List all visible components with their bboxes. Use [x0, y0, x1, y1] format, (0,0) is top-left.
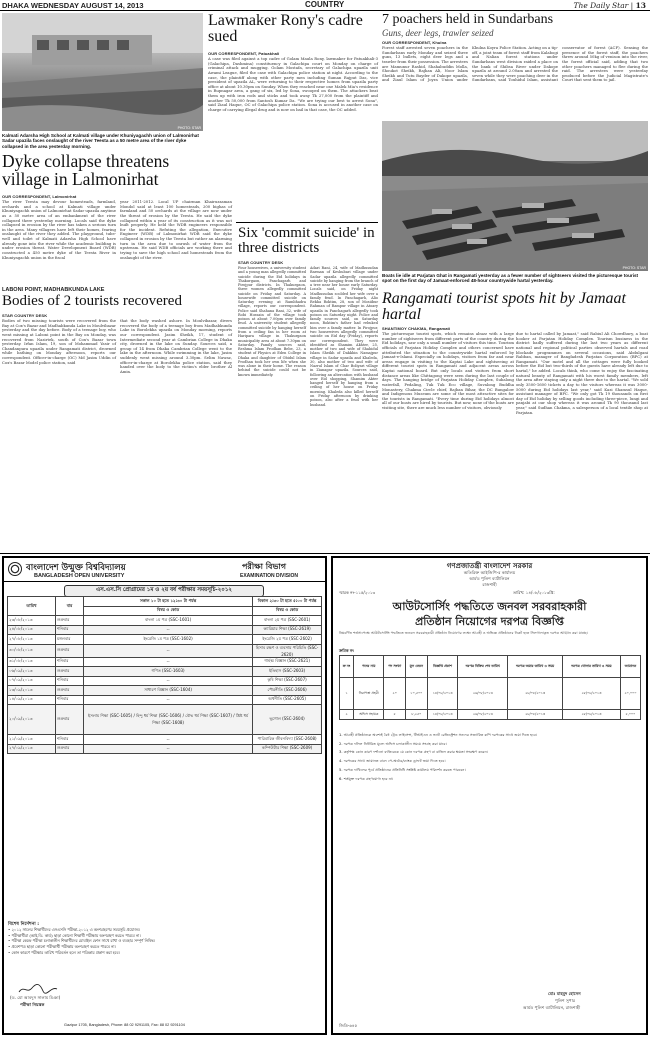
table-cell: ১ [340, 678, 354, 710]
govt-intro: নিম্নবর্ণিত শর্তসাপেক্ষে আউটসোর্সিং পদ্ধতিতে জনবল সরবরাহকারী প্রতিষ্ঠান নিয়োগের লক্ষ্যে আগ্রহী ও অভিজ্ঞ প্রতিষ্ঠানের নিকট হতে সিলগালাকৃত দরপত্র আহ্বান করা যাচ্ছে। [339, 631, 588, 635]
table-cell: ইতিহাস (SSC-2603) [253, 667, 322, 677]
bou-ad [2, 556, 327, 1035]
table-cell: ২০ [384, 678, 406, 710]
table-row [8, 625, 322, 635]
table-cell: শনিবার [56, 735, 84, 745]
govt-sign-office: আর্মড পুলিশ ব্যাটালিয়ন, রাজশাহী [523, 1005, 581, 1010]
table-cell: ২৩/০৮/২০১৩ [8, 616, 56, 626]
table-row [8, 667, 322, 677]
table-cell: ইংরেজি ২য় পত্র (SSC-2602) [253, 635, 322, 645]
table-cell: বাংলা ২য় পত্র (SSC-2601) [253, 616, 322, 626]
govt-table-wrap [339, 655, 641, 720]
rangamati-headline: Rangamati tourist spots hit by Jamaat hartal [382, 290, 626, 324]
lawmaker-divider [236, 222, 378, 223]
table-cell: শুক্রবার [56, 644, 84, 657]
table-row [340, 678, 641, 710]
list-item: • কোন কারণে পরীক্ষার তারিখ পরিবর্তন হলে তা পত্রিকায় প্রকাশ করা হবে। [8, 949, 120, 955]
table-cell: মঙ্গলবার [56, 635, 84, 645]
table-header-cell: বিজ্ঞপ্তি প্রকাশ [427, 656, 458, 678]
table-cell: ৮,২৫০ [405, 710, 427, 720]
table-cell: শুক্রবার [56, 667, 84, 677]
govt-ad [331, 556, 648, 1035]
table-cell: ২ [340, 710, 354, 720]
govt-headline-1: আউটসোর্সিং পদ্ধতিতে জনবল সরবরাহকারী [392, 600, 587, 613]
lawmaker-headline: Lawmaker Rony's cadre sued [208, 12, 363, 46]
table-cell: -- [84, 644, 253, 657]
rangamati-body-right: due to hartal called by Jamaat," said Rabiul Ali Chowdhury, a boat hooker at Parjatan Holiday Complex. Tourism business in the district badly suffered during the last two years as different national and regional political parties observed hartals and road blockade programmes on several occasions, said Abdulgani Rabban, manager of Bangladesh Parjatan Corporation (BPC) at Rangamati. "Our motel and all the cottages were fully booked before the Eid but two-thirds of the guests have already left due to hartal," he added. Locals think, who come to enjoy the fascinating natural beauty of Rangamati with his worst family members, left the area after staying only a night there due to the hartal. "We sold only 3500-1600 tickets a day to the visitors whereas it was 3000-5000 during Eid holidays last year," said Kazi Shamsul Haque, assistant manager of BPC. "We only got Tk 19 thousands on first day of Eid holiday by selling goods including three-piece, lungi and panjabi at our shop whereas it was around Tk 90 thousand last year," said Sudhan Chakma, a salesperson of a local textile shop at Parjatan. [516, 331, 648, 415]
bou-footer: Gazipur 1705, Bangladesh, Phone: 88 02 9291105, Fax: 88 02 9291104 [64, 1023, 185, 1027]
bou-signature-name: (ড. মো আবদুস সালাম মিঞা) [10, 995, 61, 1000]
govt-date: তারিখ: ১৪/০৮/২০১৩খ্রি: [513, 590, 555, 595]
table-cell: শুক্রবার [56, 705, 84, 735]
dyke-byline: OUR CORRESPONDENT, Lalmonirhat [2, 194, 77, 199]
table-cell: -- [84, 735, 253, 745]
bodies-headline: Bodies of 2 tourists recovered [2, 293, 182, 309]
table-cell: শুক্রবার [56, 744, 84, 754]
govt-table [339, 655, 641, 720]
govt-table-title: ক্রমিক নং [339, 648, 355, 653]
bodies-body-right: that the body washed ashore. In Moulvibazar, divers recovered the body of a teenage boy from Madhabkunda Lake in Borolekha upazila on Monday morning, reports our correspondent. Jasim Sheikh, 17, student of Intermediate second year at Cambrian College in Dhaka city, drowned in the lake on Sunday. Sources said, a group of 14 from Dhaka Cambrian College went to the lake in the afternoon. While swimming in the lake, Jasim suddenly went missing around 3.30pm. Selim Nawaz, officer-in-charge at Borolekha police station, said they handed over the body to the victim's elder brother Al Amin. [120, 318, 232, 374]
table-cell: ২৮/০৮/২০১৩ [563, 710, 621, 720]
table-header-cell: পদ সংখ্যা [384, 656, 406, 678]
table-cell: নিরাপত্তা প্রহরী [354, 678, 384, 710]
table-cell: শনিবার [56, 625, 84, 635]
govt-title: গণপ্রজাতন্ত্রী বাংলাদেশ সরকার [446, 562, 533, 570]
table-cell: হিসাব রক্ষণ ও ব্যবসায় পরিচিতি (SSC-2620) [253, 644, 322, 657]
table-row [8, 686, 322, 696]
table-row [8, 705, 322, 735]
table-cell: ২৮/০৮/২০১৩ [563, 678, 621, 710]
list-item: 2. দরপত্র দলিল নির্ধারিত মূল্যে অফিস চলাকালীন সময়ে সংগ্রহ করা যাবে। [339, 741, 447, 746]
suicide-byline: STAR COUNTRY DESK [238, 260, 284, 265]
govt-conditions [339, 733, 641, 785]
govt-table-body [340, 678, 641, 720]
table-cell: -- [84, 695, 253, 705]
header-dateline: DHAKA WEDNESDAY AUGUST 14, 2013 [2, 1, 144, 10]
govt-sign-name: মোঃ মাহমুদ হোসেন [548, 991, 581, 996]
bou-col-afternoon: বিকাল ২:৩০ টা হতে ৫:০০ টা পর্যন্ত [253, 597, 322, 607]
table-cell: ১০,৫০০ [405, 678, 427, 710]
table-cell: -- [84, 676, 253, 686]
dyke-photo-credit: PHOTO: STAR [177, 126, 201, 130]
bou-col-morning: সকাল ১০ টা হতে ১২:৩০ টা পর্যন্ত [84, 597, 253, 607]
table-row [8, 644, 322, 657]
bodies-body-left: Bodies of two missing tourists were recovered from the Bay at Cox's Bazar and Madhabkunda Lake in Moulvibazar yesterday and the day before. Body of a teenage boy, who went missing at Laboni point in the Bay on Monday, was recovered from Nazirtek, south of Cox's Bazar town yesterday. Irfan Islam, 19, son of Mohammad Yasir of Chandanpura upazila under Rangamati district, drowned while bathing on Monday afternoon, reports our correspondent. Officer-in-charge (OC) Md Jasim Uddin of Cox's Bazar Model police station, said [2, 318, 116, 365]
table-cell: ১৪/০৯/২০১৩ [8, 695, 56, 705]
table-cell: ৩০/০৮/২০১৩ [8, 644, 56, 657]
suicide-headline: Six 'commit suicide' in three districts [238, 225, 375, 257]
table-header-cell: দরপত্র খোলার তারিখ ও সময় [563, 656, 621, 678]
page-header [0, 0, 650, 11]
table-cell: শনিবার [56, 657, 84, 667]
table-cell: অর্থনীতি (SSC-2605) [253, 695, 322, 705]
govt-office1: অতিরিক্ত আইজিপি-র কার্যালয় [463, 570, 516, 575]
table-row [340, 710, 641, 720]
table-cell: গার্হস্থ্য বিজ্ঞান (SSC-2621) [253, 657, 322, 667]
table-cell: সাধারণ বিজ্ঞান (SSC-1604) [84, 686, 253, 696]
rangamati-body-left: The picturesque tourist spots, which remains abuzz with a large number of sightseers from different parts of the country during the Eid holidays, saw only a small number of visitors this time. Tourism officials of Parjatan Holiday Complex and others concerned have attributed the situation to the countrywide hartal enforced by Jamaat-e-Islami. Especially on holidays, visitors from far and near areas engage in visiting to the Kaptai Lake and sightseeing at different tourist spots in Rangamati and adjacent areas across Kaptai national board. But only locals and visitors from short distance areas like Chittagong were seen during the last couple of days. The hanging bridge of Parjatan Holiday Complex, Subalong waterfall, Pedaling, Tuk Tuk Eco village, Suvalong Buddha Monastery, Chakma Circle chief, Rajban Bihar, the DC Bungalow and Indigenous Museum are some of the most attractive sites for the tourists in Rangamati. "Every time during Eid holidays almost all of our boats are hired by tourists. But now, none of the boats are visiting site, there are much less number of visitors, obviously [382, 331, 514, 410]
table-row [8, 657, 322, 667]
table-cell: ২৭/০৯/২০১৩ [8, 744, 56, 754]
table-header-cell: দরপত্র বিক্রির শেষ তারিখ [458, 656, 508, 678]
table-cell: কৃষি শিক্ষা (SSC-2607) [253, 676, 322, 686]
poachers-body: Forest staff arrested seven poachers in the Sundarbans early Monday and seized three guns, 13 bullets, eight deer legs and a trawler from their possession. The arrestees are Mamunur Rashid, Shahabuddin Molla, Shoukot Sheikh, Rajhan Ali, Noor Islam Sheikh and Tutu Bayder of Dakope upazila, and Ziaul Islam of Joyra Union under Khulna Koyra Police Station. Acting on a tip-off, a joint team of forest staff from Kalabogi and Nalian forest stations under Sundarbans west division raided a place on the bank of Shibsa River under Dakope upazila at around 2.00am and arrested the seven while they were poaching deer in the Sundarbans, said Touhidul Islam, assistant conservator of forest (ACF). Sensing the presence of the forest staff, the poachers threw around 50kg of venison into the river, the forest official said, adding that two other poachers managed to flee during the raid. The arrestees were yesterday produced before the Judicial Magistrate's Court that sent them to jail. [382, 45, 648, 83]
list-item: • পরীক্ষার্থীরা (আই.ডি. কার্ড) ছাড়া কোনো শিক্ষার্থী পরীক্ষায় অংশগ্রহণ করতে পারবে না। [8, 932, 141, 938]
table-cell: পৌরনীতি (SSC-2606) [253, 686, 322, 696]
bou-division-en: EXAMINATION DIVISION [240, 573, 298, 579]
table-cell: ৩১/০৮/২০১৩ [8, 657, 56, 667]
table-cell: শনিবার [56, 695, 84, 705]
table-header-cell: মূল বেতন [405, 656, 427, 678]
table-header-cell: জামানত [620, 656, 640, 678]
list-item: 3. কর্তৃপক্ষ কোন কারণ দর্শানো ব্যতিরেকে যে কোন দরপত্র গ্রহণ বা বাতিল করার ক্ষমতা সংরক্ষণ করেন। [339, 750, 488, 755]
table-cell: -- [84, 657, 253, 667]
table-cell: ২৭/০৮/২০১৩ [8, 635, 56, 645]
bou-schedule-table [7, 596, 322, 754]
poachers-subhead: Guns, deer legs, trawler seized [382, 28, 494, 38]
dyke-photo [2, 13, 203, 131]
govt-ref: জিডি-৬৪৫ [339, 1023, 358, 1028]
table-cell: ০৬/০৯/২০১৩ [8, 667, 56, 677]
table-cell: ২৬/০৮/২০১৩ [458, 678, 508, 710]
table-cell: -- [84, 625, 253, 635]
bou-title: এস.এস.সি প্রোগ্রামের ১ম ও ২য় বর্ষ পরীক্ষার সময়সূচি-২০১২ [64, 585, 264, 597]
table-cell: ইসলাম শিক্ষা (SSC-1605) / হিন্দু ধর্ম শিক্ষা (SSC-1606) / বৌদ্ধ ধর্ম শিক্ষা (SSC-1607) / খ্রিষ্ট ধর্ম শিক্ষা (SSC-1608) [84, 705, 253, 735]
bou-table-body [8, 616, 322, 754]
govt-memo: স্মারক নং-১১৫/২০১৩ [339, 590, 376, 595]
table-row [8, 616, 322, 626]
table-cell: শুক্রবার [56, 686, 84, 696]
list-item: 6. শর্তযুক্ত দরপত্র গ্রহণযোগ্য হবে না। [339, 776, 394, 781]
signature-scribble [18, 983, 58, 995]
bou-notes [8, 927, 322, 955]
table-row [8, 744, 322, 754]
table-cell: শনিবার [56, 676, 84, 686]
table-cell: ১৪/০৮/২০১৩ [427, 678, 458, 710]
bou-name-bn: বাংলাদেশ উন্মুক্ত বিশ্ববিদ্যালয় [26, 563, 126, 573]
dyke-body-left: The river Teesta may devour homesteads, farmland, orchards and a school at Kalmati village under Khuniyagachh union of Lalmonirhat Sadar upazila anytime as a 50 metre area of an embankment of the river collapsed there yesterday morning. Locals said the dyke collapsed in erosion by the river has taken a serious turn in the area. Many villagers have left their homes, fearing onslaught of the river they added. The playground, tube-well and toilet of Kalmati Adarsha High School have already gone into the river while the academic building is under erosion threat. Water Development Board (WDB) constructed a 450 metre dyke of the Teesta River in Khuniyagachh union in the fiscal [2, 199, 116, 260]
list-item: 4. দরপত্রের সাথে জামানত বাবদ পে-অর্ডার/ব্যাংক ড্রাফট জমা দিতে হবে। [339, 759, 446, 764]
brand-name: The Daily Star [573, 1, 629, 10]
table-cell: ১৩/০৯/২০১৩ [8, 686, 56, 696]
table-cell: ৫,০০০ [620, 710, 640, 720]
table-cell: ইংরেজি ১ম পত্র (SSC-1602) [84, 635, 253, 645]
suicide-body-right: Adari Rani, 24, wife of Madhusudan Barman of Keshubari village under Sadar upazila allegedly committed suicide by hanging from the branch of a tree near her house early Saturday. Locals said, on Friday night Madhusudan scolded her wife over a family feud. In Panchagarh, Alio Rekha Roktim, 28, son of Mosiibur Rahman of Rampur village in Atoary upazila in Panchagarh allegedly took poison on Saturday night. Police and family sources said, on Saturday noon, Roktim's father had rebuked him over a family matter. In Pirojpur, two housewives allegedly committed suicide on Eid day (Friday), reports our correspondent. They were identified as Shamim Akhter, 25, mother of two and wife of Shahidul Islam Sheikh of Dakkhin Namajpur village in Sadar upazila and Khaleda, 30, also mother of two and wife of Nazrul Islam of Char Boliyari village in Zianagar upazila. Sources said, following an altercation with husband over Eid shopping, Shamim Akter hanged herself by hanging from a ceiling of her house on Friday morning. Khaleda also killed herself on Friday afternoon by drinking poison, also after a feud with her husband. [310, 266, 378, 407]
table-row [8, 676, 322, 686]
table-row [8, 735, 322, 745]
header-brand-page: The Daily Star | 13 [573, 1, 646, 10]
table-header-cell: ক্র নং [340, 656, 354, 678]
page-number: 13 [635, 1, 646, 10]
table-cell: ২৪/০৮/২০১৩ [8, 625, 56, 635]
table-cell: -- [84, 744, 253, 754]
bou-division-bn: পরীক্ষা বিভাগ [242, 562, 286, 571]
bou-sub-afternoon: বিষয় ও কোড [253, 606, 322, 616]
section-title: COUNTRY [305, 0, 345, 9]
table-cell: কম্পিউটার শিক্ষা (SSC-2609) [253, 744, 322, 754]
rangamati-caption: Boats lie idle at Parjatan Ghat in Rangamati yesterday as a fewer number of sightseers visited the picturesque tourist spot on the first day of Jamaat-enforced 48-hour countrywide hartal yesterday. [382, 273, 639, 284]
rangamati-photo-credit: PHOTO: STAR [622, 266, 646, 270]
suicide-body-left: Four housewives, a university student and a young man allegedly committed suicide during the Eid holidays in Thakurgaon, Panchagarh and Pirojpur districts. In Thakurgaon, three women allegedly committed suicide on Friday and Saturday. A housewife committed suicide on Saturday evening at Rambhadra village, reports our correspondent. Police said Shahana Rani, 32, wife of Robi Hossain of the village took poison at about 7.00pm over family feud. A university student allegedly committed suicide by hanging herself from a ceiling fan in her room at Haripara village in Thakurgaon municipality area at about 7.30pm on Saturday. Family sources said, Reshma Islam Prodhan Bebe, 23, a student of Physics at Eden College in Dhaka and daughter of Obidul Islam Prodhan took her own life when she was alone in their home. The reason behind the suicide could not be known immediately. [238, 266, 306, 377]
table-cell: অফিস সহায়ক [354, 710, 384, 720]
dyke-photo-illustration [2, 13, 203, 131]
bou-table [7, 596, 322, 754]
table-cell: ভূগোল (SSC-2604) [253, 705, 322, 735]
bodies-kicker: LABONI POINT, MADHABKUNDA LAKE [2, 287, 105, 293]
bou-col-date: তারিখ [8, 597, 56, 616]
table-header-cell: পদের নাম [354, 656, 384, 678]
govt-office3: রাজশাহী [482, 582, 497, 587]
table-cell: ক্যারিয়ার শিক্ষা (SSC-2619) [253, 625, 322, 635]
bou-signature-title: পরীক্ষা নিয়ন্ত্রক [20, 1002, 45, 1007]
bou-sub-morning: বিষয় ও কোড [84, 606, 253, 616]
govt-sign-title: পুলিশ সুপার [555, 998, 576, 1003]
rangamati-byline: SHANTIMOY CHAKMA, Rangamati [382, 326, 451, 331]
table-cell: ২৬/০৮/২০১৩ [458, 710, 508, 720]
table-cell: ১৪/০৮/২০১৩ [427, 710, 458, 720]
bou-col-day: বার [56, 597, 84, 616]
bodies-byline: STAR COUNTRY DESK [2, 313, 48, 318]
table-row [8, 635, 322, 645]
bou-name-en: BANGLADESH OPEN UNIVERSITY [34, 573, 125, 579]
bou-notes-title: বিশেষ নির্দেশনা : [8, 922, 40, 927]
table-cell: পারিবারিক জীবনবিদ্যা (SSC-2608) [253, 735, 322, 745]
poachers-headline: 7 poachers held in Sundarbans [382, 12, 554, 27]
govt-office2: আর্মড পুলিশ ব্যাটালিয়ন [469, 576, 510, 581]
list-item: 1. আগ্রহী প্রতিষ্ঠানকে অবশ্যই বৈধ ট্রেড লাইসেন্স, টিআইএন ও ভ্যাট রেজিস্ট্রেশন সনদের সত্যায়িত কপি দরপত্রের সাথে জমা দিতে হবে। [339, 733, 538, 737]
bou-header-rule [4, 581, 325, 582]
table-cell: ২০/০৯/২০১৩ [8, 705, 56, 735]
bou-logo [8, 562, 22, 576]
table-cell: শুক্রবার [56, 616, 84, 626]
table-cell: ২০,০০০ [620, 678, 640, 710]
table-cell: ২৮/০৮/২০১৩ [508, 678, 563, 710]
rangamati-photo [382, 121, 648, 271]
table-header-cell: দরপত্র জমার তারিখ ও সময় [508, 656, 563, 678]
list-item: 5. দরপত্র দাখিলের পূর্বে প্রতিষ্ঠানের প্রতিনিধি সংশ্লিষ্ট কার্যালয় পরিদর্শন করতে পারবেন। [339, 767, 466, 772]
dyke-headline: Dyke collapse threatens village in Lalmonirhat [2, 151, 170, 189]
ads-separator [0, 553, 650, 554]
list-item: • পরীক্ষা কেন্দ্রে পরীক্ষা চলাকালীন শিক্ষার্থীদের মোবাইল ফোন সাথে রাখা ও ব্যবহার সম্পূর্ণ নিষিদ্ধ। [8, 938, 156, 944]
dyke-caption: Kalmati Adarsha High School at Kalmati village under Khuniyagachh union of Lalmonirhat Sadar upazila faces onslaught of the river Teesta as a 50 metre area of the river dyke collapsed in the area yesterday morning. [2, 133, 199, 149]
govt-table-head [340, 656, 641, 678]
table-cell: গণিত (SSC-1603) [84, 667, 253, 677]
rangamati-photo-illustration [382, 121, 648, 271]
table-cell: বাংলা ১ম পত্র (SSC-1601) [84, 616, 253, 626]
lawmaker-byline: OUR CORRESPONDENT, Patuakhali [208, 51, 280, 56]
table-cell: ৫ [384, 710, 406, 720]
list-item: • ২০১২ সালের শিক্ষার্থীদের এসএসসি পরীক্ষা-২০১২ এ অংশগ্রহণের সময়সূচি প্রযোজ্য। [8, 927, 141, 932]
table-cell: ২১/০৯/২০১৩ [8, 735, 56, 745]
table-row [8, 695, 322, 705]
bou-signature-mark [18, 980, 58, 992]
poachers-byline: OUR CORRESPONDENT, Khulna [382, 40, 447, 45]
dyke-body-right: year 2011-2012. Local UP chairman Khairuzzaman Mondol said at least 100 homesteads, 200 bighas of farmland and 50 orchards at the village are now under the threat of erosion by the Teesta. He said the dyke collapsed within a year of its construction as it was not built properly. He held the WDB engineers responsible for the incident. Refuting the allegation, Executive Engineer (WDB) of Lalmonirhat WDB said the dyke collapsed in erosion by the Teesta but rather an alarming turn in the area due to onrush of water from the upstream. He said WDB officials are working there and trying to save the high school and homesteads from the onslaught of the river. [120, 199, 232, 260]
table-cell: ০৭/০৯/২০১৩ [8, 676, 56, 686]
list-item: • প্রবেশপত্র ছাড়া কোনো পরীক্ষার্থী পরীক্ষায় অংশগ্রহণ করতে পারবে না। [8, 944, 116, 950]
table-cell: ২৮/০৮/২০১৩ [508, 710, 563, 720]
govt-headline-2: প্রতিষ্ঠান নিয়োগের দরপত্র বিজ্ঞপ্তি [415, 615, 564, 628]
lawmaker-body: A case was filed against a top cadre of Golam Maula Rony, lawmaker for Patuakhali-3 (Galachipa, Dashmina) constituency in Galachipa court on Monday on charge of criminal attack and mugging. Golam Mostafa, secretary of Galachipa upazila unit Awami League, filed the case with Galachipa police station at night. According to the case, the plaintiff along with other party men including Suman Rajput Das, vice president of upazila AL, were returning to their respective homes from upazila party office at about 10.30pm on Sunday. When they reached near one Malek Mia's residence in Rupnagar area, a gang of six, led by Sona, swooped on them. The attackers beat them up with iron rods and sticks and took away Tk 27,000 from the plaintiff and another Tk 50,000 from Santosh Kumar Da. "We are trying our best to arrest Sona", said Ziaul Haque, OC of Galachipa police station. Sona is accused in another case on charge of carrying illegal drug and is now on bail in that case, the OC added. [208, 56, 378, 112]
